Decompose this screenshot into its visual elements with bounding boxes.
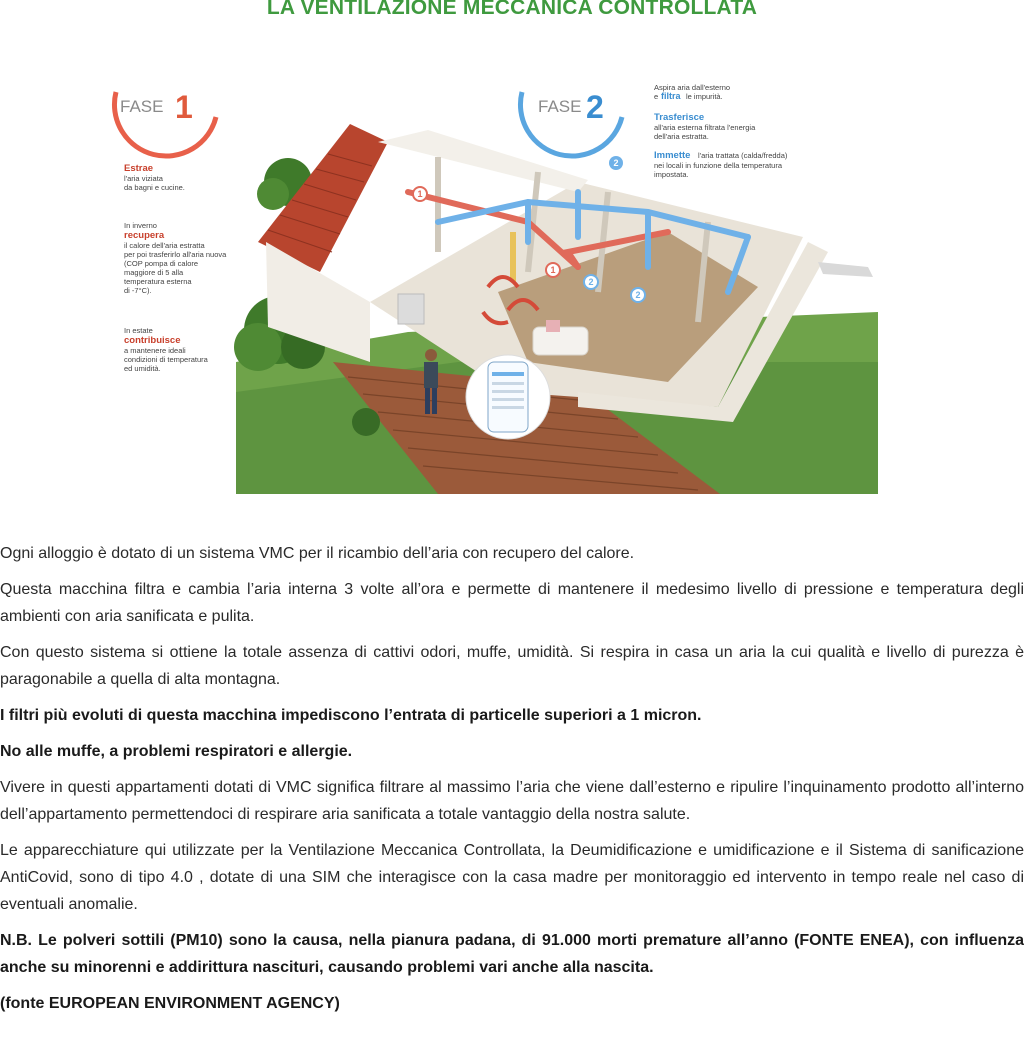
- svg-text:1: 1: [417, 189, 423, 199]
- vmc-house-illustration: [108, 62, 878, 494]
- svg-text:maggiore di 5 alla: maggiore di 5 alla: [124, 268, 184, 277]
- svg-text:FASE: FASE: [538, 97, 582, 116]
- app-phone-bubble: [466, 355, 550, 439]
- svg-text:nei locali in funzione della t: nei locali in funzione della temperatura: [654, 161, 782, 170]
- svg-text:di -7°C).: di -7°C).: [124, 286, 152, 295]
- svg-text:In inverno: In inverno: [124, 221, 157, 230]
- page-title: LA VENTILAZIONE MECCANICA CONTROLLATA: [266, 0, 758, 19]
- paragraph-bold: I filtri più evoluti di questa macchina impediscono l’entrata di particelle superiori a 1 micron.: [0, 707, 702, 724]
- svg-text:all'aria esterna filtrata l'en: all'aria esterna filtrata l'energia: [654, 123, 756, 132]
- svg-text:FASE: FASE: [120, 97, 164, 116]
- paragraph-bold: (fonte EUROPEAN ENVIRONMENT AGENCY): [0, 995, 340, 1012]
- paragraph: Le apparecchiature qui utilizzate per la Ventilazione Meccanica Controllata, la Deumidificazione e umidificazione e il Sistema di sanificazione AntiCovid, sono di tipo 4.0 , dotate di una SIM che interagisce con la casa madre per monitoraggio ed intervento in tempo reale nel caso di eventuali anomalie.: [0, 842, 1024, 913]
- svg-text:ed umidità.: ed umidità.: [124, 364, 161, 373]
- svg-text:le impurità.: le impurità.: [686, 92, 723, 101]
- svg-text:l'aria viziata: l'aria viziata: [124, 174, 163, 183]
- svg-text:l'aria trattata (calda/fredda): l'aria trattata (calda/fredda): [698, 151, 788, 160]
- svg-text:impostata.: impostata.: [654, 170, 689, 179]
- svg-text:dell'aria estratta.: dell'aria estratta.: [654, 132, 709, 141]
- svg-text:da bagni e cucine.: da bagni e cucine.: [124, 183, 185, 192]
- svg-text:contribuisce: contribuisce: [124, 335, 181, 346]
- svg-text:per poi trasferirlo all'aria n: per poi trasferirlo all'aria nuova: [124, 250, 227, 259]
- body-text: [0, 540, 1024, 1026]
- svg-text:il calore dell'aria estratta: il calore dell'aria estratta: [124, 241, 205, 250]
- paragraph-bold: N.B. Le polveri sottili (PM10) sono la causa, nella pianura padana, di 91.000 morti premature all’anno (FONTE ENEA), con influenza anche su minorenni e addirittura nascituri, causando problemi vari anche alla nascita.: [0, 932, 1024, 976]
- svg-text:Estrae: Estrae: [124, 163, 154, 174]
- svg-text:Aspira aria dall'esterno: Aspira aria dall'esterno: [654, 83, 731, 92]
- svg-text:e: e: [654, 92, 659, 101]
- svg-text:filtra: filtra: [661, 91, 681, 101]
- paragraph: Con questo sistema si ottiene la totale assenza di cattivi odori, muffe, umidità. Si respira in casa un aria la cui qualità e livello di purezza è paragonabile a quella di alta montagna.: [0, 644, 1024, 688]
- svg-text:temperatura esterna: temperatura esterna: [124, 277, 192, 286]
- svg-text:(COP pompa di calore: (COP pompa di calore: [124, 259, 199, 268]
- svg-text:1: 1: [550, 265, 556, 275]
- svg-text:2: 2: [588, 277, 594, 287]
- svg-text:In estate: In estate: [124, 326, 153, 335]
- svg-text:2: 2: [635, 290, 641, 300]
- svg-text:2: 2: [586, 89, 604, 125]
- paragraph: Ogni alloggio è dotato di un sistema VMC per il ricambio dell’aria con recupero del calore.: [0, 545, 635, 562]
- paragraph: Questa macchina filtra e cambia l’aria interna 3 volte all’ora e permette di mantenere il medesimo livello di pressione e temperatura degli ambienti con aria sanificata e pulita.: [0, 581, 1024, 625]
- paragraph: Vivere in questi appartamenti dotati di VMC significa filtrare al massimo l’aria che viene dall’esterno e ripulire l’inquinamento prodotto all’interno dell’appartamento permettendoci di respirare aria sanificata a totale vantaggio della nostra salute.: [0, 779, 1024, 823]
- svg-text:1: 1: [175, 89, 193, 125]
- svg-text:a mantenere ideali: a mantenere ideali: [124, 346, 186, 355]
- svg-text:Immette: Immette: [654, 150, 691, 161]
- paragraph-bold: No alle muffe, a problemi respiratori e allergie.: [0, 743, 353, 760]
- svg-text:2: 2: [613, 158, 619, 168]
- svg-text:Trasferisce: Trasferisce: [654, 112, 705, 123]
- svg-text:condizioni di temperatura: condizioni di temperatura: [124, 355, 208, 364]
- svg-text:recupera: recupera: [124, 230, 165, 241]
